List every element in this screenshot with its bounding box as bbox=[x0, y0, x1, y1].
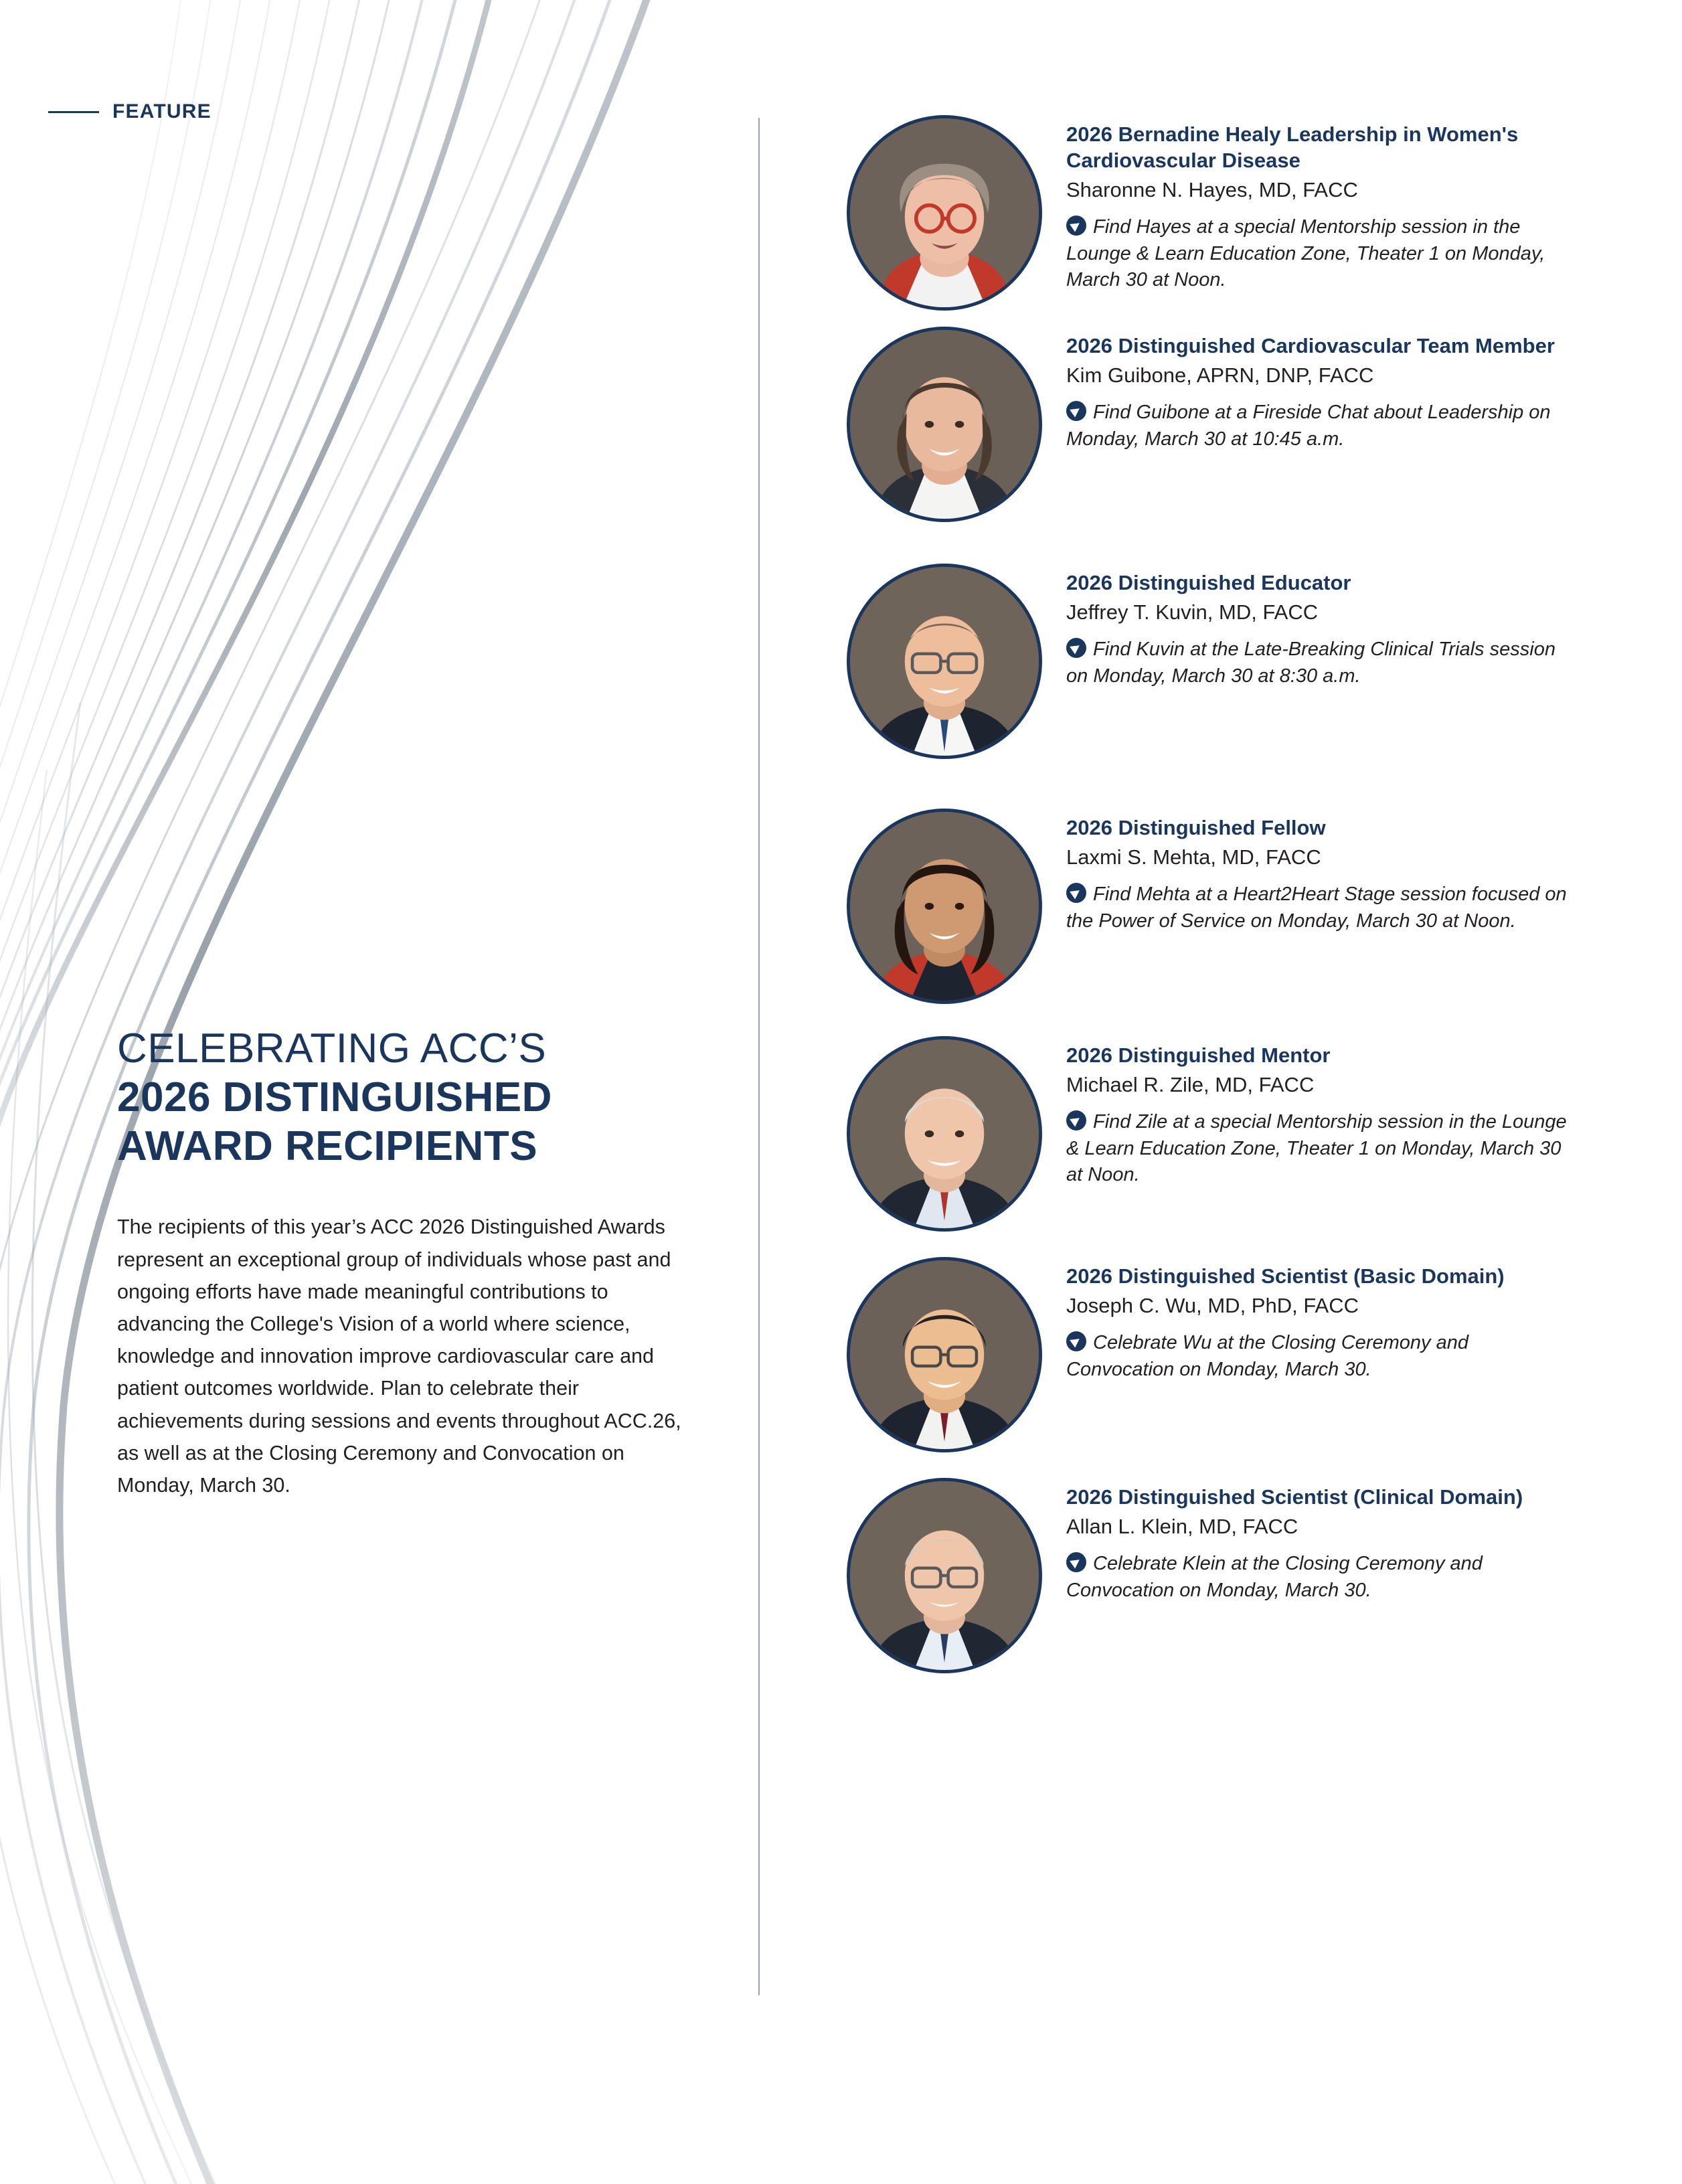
award-note-text: Celebrate Klein at the Closing Ceremony and Convocation on Monday, March 30. bbox=[1066, 1553, 1483, 1601]
portrait-mehta bbox=[847, 809, 1042, 1004]
award-recipient-name: Sharonne N. Hayes, MD, FACC bbox=[1066, 177, 1358, 201]
feature-label: FEATURE bbox=[112, 100, 212, 122]
arrow-pin-icon bbox=[1066, 638, 1086, 658]
list-item bbox=[847, 809, 1596, 1004]
award-title: 2026 Distinguished Cardiovascular Team Member bbox=[1066, 334, 1555, 357]
avatar bbox=[850, 118, 1039, 307]
award-note-text: Find Mehta at a Heart2Heart Stage session focused on the Power of Service on Monday, March 30 at Noon. bbox=[1066, 884, 1567, 932]
portrait-klein bbox=[847, 1478, 1042, 1673]
page-title-line-3: AWARD RECIPIENTS bbox=[117, 1123, 538, 1170]
intro-paragraph: The recipients of this year’s ACC 2026 Distinguished Awards represent an exceptional group of individuals whose past and ongoing efforts have made meaningful contributions to advancing the College's Vision of a world where science, knowledge and innovation improve cardiovascular care and patient outcomes worldwide. Plan to celebrate their achievements during sessions and events throughout ACC.26, as well as at the Closing Ceremony and Convocation on Monday, March 30. bbox=[117, 1215, 681, 1497]
award-note bbox=[1066, 1329, 1582, 1383]
award-text bbox=[1066, 564, 1582, 689]
list-item bbox=[847, 1478, 1596, 1673]
award-text bbox=[1066, 327, 1582, 452]
award-note-text: Celebrate Wu at the Closing Ceremony and Convocation on Monday, March 30. bbox=[1066, 1332, 1468, 1380]
list-item bbox=[847, 1257, 1596, 1452]
award-recipient-name: Allan L. Klein, MD, FACC bbox=[1066, 1514, 1298, 1538]
column-divider bbox=[758, 118, 760, 1995]
awards-list bbox=[847, 115, 1596, 1673]
portrait-zile bbox=[847, 1036, 1042, 1232]
award-text bbox=[1066, 1478, 1582, 1604]
award-recipient-name: Kim Guibone, APRN, DNP, FACC bbox=[1066, 363, 1374, 387]
award-note bbox=[1066, 398, 1582, 452]
avatar bbox=[850, 812, 1039, 1001]
portrait-hayes bbox=[847, 115, 1042, 311]
feature-label-group bbox=[48, 100, 212, 123]
award-note-text: Find Zile at a special Mentorship session in the Lounge & Learn Education Zone, Theater 1 on Monday, March 30 at Noon. bbox=[1066, 1111, 1567, 1186]
award-recipient-name: Jeffrey T. Kuvin, MD, FACC bbox=[1066, 600, 1319, 624]
award-note bbox=[1066, 1108, 1582, 1189]
award-title: 2026 Distinguished Mentor bbox=[1066, 1043, 1331, 1067]
arrow-pin-icon bbox=[1066, 1331, 1086, 1351]
page-title-line-2: 2026 DISTINGUISHED bbox=[117, 1074, 552, 1121]
list-item bbox=[847, 115, 1596, 311]
award-text bbox=[1066, 115, 1582, 294]
award-title: 2026 Distinguished Scientist (Basic Domain) bbox=[1066, 1264, 1505, 1288]
portrait-kuvin bbox=[847, 564, 1042, 759]
award-note-text: Find Hayes at a special Mentorship session in the Lounge & Learn Education Zone, Theater 1 on Monday, March 30 at Noon. bbox=[1066, 216, 1545, 291]
award-note-text: Find Guibone at a Fireside Chat about Leadership on Monday, March 30 at 10:45 a.m. bbox=[1066, 402, 1551, 450]
avatar bbox=[850, 1039, 1039, 1228]
award-title: 2026 Distinguished Fellow bbox=[1066, 816, 1326, 839]
page-title bbox=[117, 1024, 713, 1171]
award-note bbox=[1066, 635, 1582, 689]
award-note bbox=[1066, 1549, 1582, 1604]
award-title: 2026 Bernadine Healy Leadership in Women's Cardiovascular Disease bbox=[1066, 122, 1519, 172]
award-note bbox=[1066, 213, 1582, 294]
award-text bbox=[1066, 1257, 1582, 1383]
list-item bbox=[847, 1036, 1596, 1232]
list-item bbox=[847, 327, 1596, 522]
award-title: 2026 Distinguished Educator bbox=[1066, 571, 1351, 594]
award-note-text: Find Kuvin at the Late-Breaking Clinical Trials session on Monday, March 30 at 8:30 a.m. bbox=[1066, 639, 1555, 687]
avatar bbox=[850, 1260, 1039, 1449]
award-recipient-name: Joseph C. Wu, MD, PhD, FACC bbox=[1066, 1293, 1359, 1317]
arrow-pin-icon bbox=[1066, 1110, 1086, 1130]
avatar bbox=[850, 1481, 1039, 1670]
arrow-pin-icon bbox=[1066, 1552, 1086, 1572]
arrow-pin-icon bbox=[1066, 401, 1086, 421]
list-item bbox=[847, 564, 1596, 759]
arrow-pin-icon bbox=[1066, 216, 1086, 236]
arrow-pin-icon bbox=[1066, 883, 1086, 903]
portrait-guibone bbox=[847, 327, 1042, 522]
left-column bbox=[117, 1024, 713, 1522]
avatar bbox=[850, 330, 1039, 519]
avatar bbox=[850, 567, 1039, 756]
award-text bbox=[1066, 809, 1582, 934]
award-text bbox=[1066, 1036, 1582, 1189]
page-title-line-1: CELEBRATING ACC’S bbox=[117, 1025, 547, 1072]
award-note bbox=[1066, 880, 1582, 934]
award-recipient-name: Michael R. Zile, MD, FACC bbox=[1066, 1072, 1315, 1096]
feature-rule bbox=[48, 111, 99, 113]
portrait-wu bbox=[847, 1257, 1042, 1452]
award-recipient-name: Laxmi S. Mehta, MD, FACC bbox=[1066, 845, 1321, 869]
award-title: 2026 Distinguished Scientist (Clinical Domain) bbox=[1066, 1485, 1523, 1509]
